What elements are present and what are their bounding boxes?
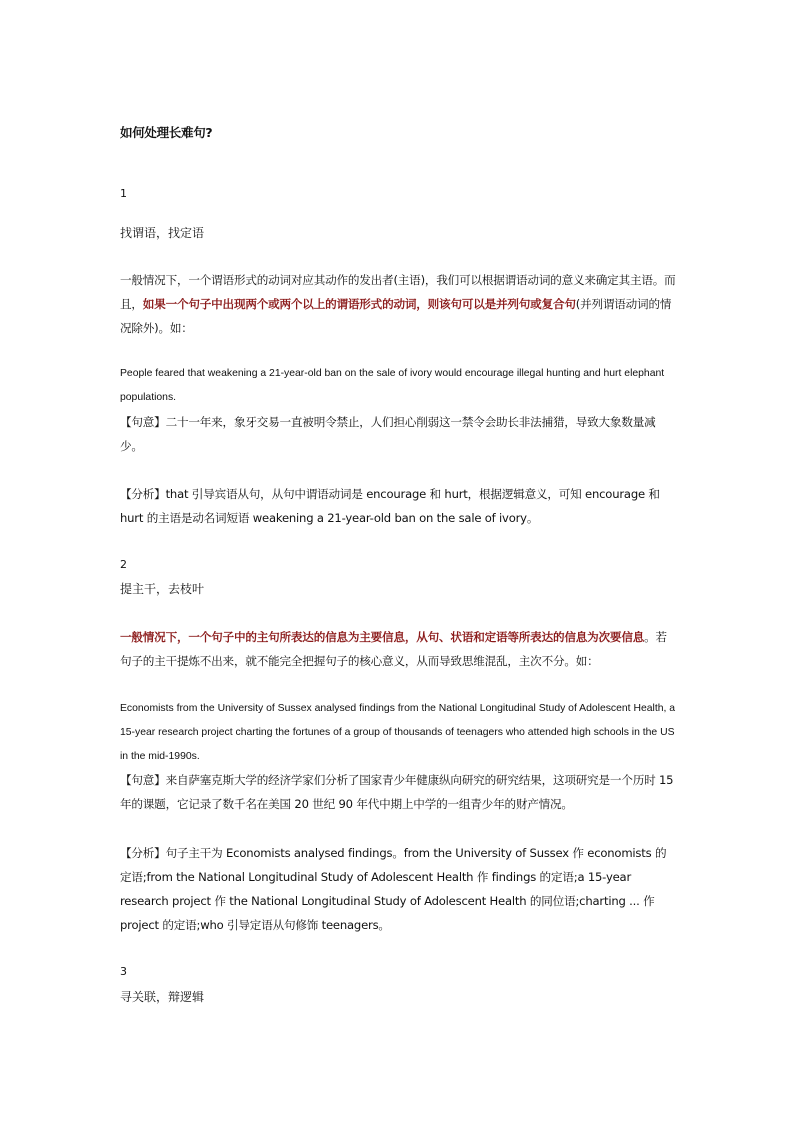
analysis-text: that 引导宾语从句，从句中谓语动词是 encourage 和 hurt，根据逻辑意义，可知 encourage 和 hurt 的主语是动名词短语 weakening a 21-year-old ban on the sale of ivory。 (120, 487, 660, 525)
meaning-label: 【句意】 (120, 415, 166, 429)
sentence-analysis (120, 482, 676, 530)
sentence-meaning (120, 410, 676, 458)
analysis-text: 句子主干为 Economists analysed findings。from the University of Sussex 作 economists 的定语;from the National Longitudinal Study of Adolescent Health 作 findings 的定语;a 15-year research project 作 the National Longitudinal Study of Adolescent Health 的同位语;charting ... 作 project 的定语;who 引导定语从句修饰 teenagers。 (120, 846, 667, 932)
meaning-text: 来自萨塞克斯大学的经济学家们分析了国家青少年健康纵向研究的研究结果，这项研究是一个历时 15 年的课题，它记录了数千名在美国 20 世纪 90 年代中期上中学的一组青少年的财产情况。 (120, 773, 674, 811)
sentence-analysis (120, 841, 676, 937)
section-intro (120, 268, 676, 340)
intro-text-tail: 若句子的主干提炼不出来，就不能完全把握句子的核心意义，从而导致思维混乱，主次不分。如： (120, 630, 667, 668)
intro-text: 。 (644, 630, 656, 644)
section-number: 1 (120, 187, 127, 200)
sentence-meaning (120, 768, 676, 816)
intro-highlight: 如果一个句子中出现两个或两个以上的谓语形式的动词，则该句可以是并列句或复合句 (142, 297, 576, 311)
intro-highlight: 一般情况下，一个句子中的主句所表达的信息为主要信息，从句、状语和定语等所表达的信息为次要信息 (120, 630, 645, 644)
section-number: 2 (120, 558, 127, 571)
example-sentence: People feared that weakening a 21-year-old ban on the sale of ivory would encourage illegal hunting and hurt elephant populations. (120, 368, 665, 403)
section-number: 3 (120, 965, 127, 978)
page-title: 如何处理长难句? (120, 125, 213, 140)
analysis-label: 【分析】 (120, 846, 166, 860)
intro-text: 一般情况下，一个谓语形式的动词对应其动作的发出者(主语)，我们可以根据谓语动词的意义来确定其主语。而且， (120, 273, 676, 311)
section-heading: 找谓语，找定语 (120, 226, 205, 240)
analysis-label: 【分析】 (120, 487, 166, 501)
section-intro (120, 625, 676, 673)
example-sentence: Economists from the University of Sussex analysed findings from the National Longitudinal Study of Adolescent Health, a 15-year research project charting the fortunes of a group of thousands of teenagers who attended high schools in the US in the mid-1990s. (120, 703, 676, 762)
meaning-label: 【句意】 (120, 773, 166, 787)
section-heading: 寻关联，辩逻辑 (120, 990, 205, 1004)
meaning-text: 二十一年来，象牙交易一直被明令禁止，人们担心削弱这一禁令会助长非法捕猎，导致大象数量减少。 (120, 415, 656, 453)
section-heading: 提主干，去枝叶 (120, 582, 205, 596)
intro-text-tail: (并列谓语动词的情况除外)。如： (120, 297, 672, 335)
